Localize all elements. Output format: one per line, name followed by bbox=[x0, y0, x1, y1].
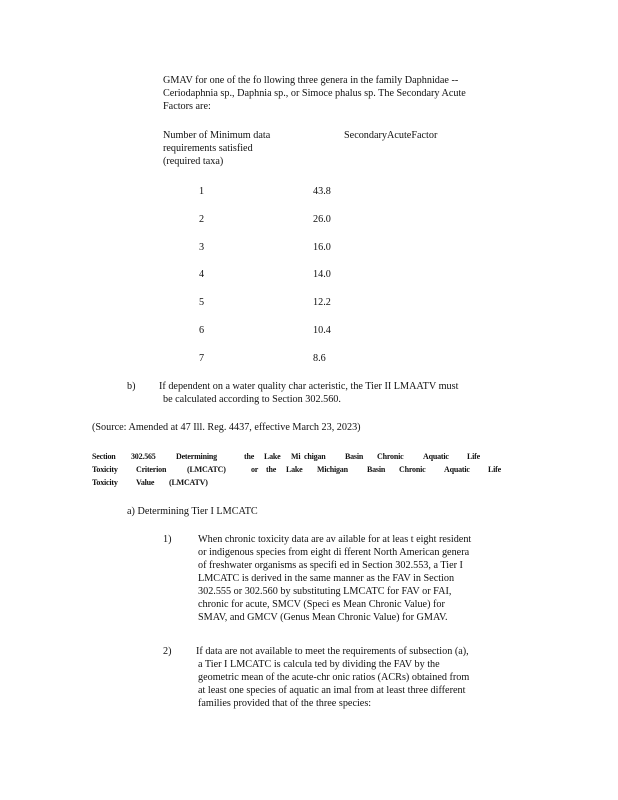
section-heading-word: Lake bbox=[264, 452, 281, 461]
table-cell-number: 3 bbox=[199, 242, 205, 253]
item-2-line: at least one species of aquatic an imal from at least three different bbox=[198, 685, 466, 696]
table-col1-header-line-3: (required taxa) bbox=[163, 156, 224, 167]
section-heading-word: Toxicity bbox=[92, 478, 118, 487]
section-heading-word: Section bbox=[92, 452, 116, 461]
table-cell-factor: 8.6 bbox=[313, 353, 326, 364]
table-cell-number: 2 bbox=[199, 214, 205, 225]
table-cell-number: 4 bbox=[199, 269, 205, 280]
section-heading-word: Determining bbox=[176, 452, 217, 461]
section-heading-word: 302.565 bbox=[131, 452, 156, 461]
section-heading-word: Basin bbox=[367, 465, 386, 474]
table-cell-factor: 43.8 bbox=[313, 186, 331, 197]
table-cell-number: 5 bbox=[199, 297, 205, 308]
item-1-line: or indigenous species from eight di fferent North American genera bbox=[198, 547, 470, 558]
intro-line-1: GMAV for one of the fo llowing three genera in the family Daphnidae -- bbox=[163, 75, 459, 86]
item-1-line: When chronic toxicity data are av ailable for at leas t eight resident bbox=[198, 534, 472, 545]
item-2-label: 2) bbox=[163, 646, 172, 657]
section-heading-word: or bbox=[251, 465, 259, 474]
section-heading-word: the bbox=[244, 452, 255, 461]
source-note: (Source: Amended at 47 Ill. Reg. 4437, effective March 23, 2023) bbox=[92, 422, 361, 433]
table-cell-factor: 12.2 bbox=[313, 297, 331, 308]
item-2-line: families provided that of the three species: bbox=[198, 698, 372, 709]
item-2-line: geometric mean of the acute-chr onic ratios (ACRs) obtained from bbox=[198, 672, 470, 683]
table-cell-factor: 10.4 bbox=[313, 325, 331, 336]
item-1-line: LMCATC is derived in the same manner as the FAV in Section bbox=[198, 573, 455, 584]
section-heading-word: Aquatic bbox=[444, 465, 470, 474]
section-heading-word: Aquatic bbox=[423, 452, 449, 461]
item-1-line: SMAV, and GMCV (Genus Mean Chronic Value) for GMAV. bbox=[198, 612, 448, 623]
table-col1-header-line-2: requirements satisfied bbox=[163, 143, 253, 154]
section-heading-word: Toxicity bbox=[92, 465, 118, 474]
section-heading-word: Value bbox=[136, 478, 155, 487]
section-heading-word: Mi bbox=[291, 452, 301, 461]
subsection-a-heading: a) Determining Tier I LMCATC bbox=[127, 506, 258, 517]
intro-line-3: Factors are: bbox=[163, 101, 211, 112]
section-heading-word: (LMCATV) bbox=[169, 478, 208, 487]
table-cell-factor: 14.0 bbox=[313, 269, 331, 280]
section-heading-word: Criterion bbox=[136, 465, 167, 474]
item-b-line-2: be calculated according to Section 302.560. bbox=[163, 394, 341, 405]
item-1-line: of freshwater organisms as specifi ed in Section 302.553, a Tier I bbox=[198, 560, 463, 571]
item-1-line: 302.555 or 302.560 by substituting LMCATC for FAV or FAI, bbox=[198, 586, 452, 597]
table-cell-factor: 16.0 bbox=[313, 242, 331, 253]
item-2-line: If data are not available to meet the requirements of subsection (a), bbox=[196, 646, 469, 657]
section-heading-word: Life bbox=[467, 452, 480, 461]
section-heading-word: Life bbox=[488, 465, 501, 474]
item-1-line: chronic for acute, SMCV (Speci es Mean Chronic Value) for bbox=[198, 599, 445, 610]
section-heading-word: (LMCATC) bbox=[187, 465, 226, 474]
section-heading-word: Chronic bbox=[399, 465, 426, 474]
item-b-label: b) bbox=[127, 381, 136, 392]
section-heading-word: the bbox=[266, 465, 277, 474]
table-cell-number: 6 bbox=[199, 325, 205, 336]
section-heading-word: chigan bbox=[304, 452, 326, 461]
table-col2-header: SecondaryAcuteFactor bbox=[344, 130, 438, 141]
item-1-label: 1) bbox=[163, 534, 172, 545]
item-2-line: a Tier I LMCATC is calcula ted by dividing the FAV by the bbox=[198, 659, 440, 670]
section-heading-word: Michigan bbox=[317, 465, 348, 474]
section-heading-word: Chronic bbox=[377, 452, 404, 461]
table-col1-header-line-1: Number of Minimum data bbox=[163, 130, 271, 141]
table-cell-number: 7 bbox=[199, 353, 205, 364]
section-heading-word: Lake bbox=[286, 465, 303, 474]
intro-line-2: Ceriodaphnia sp., Daphnia sp., or Simoce phalus sp. The Secondary Acute bbox=[163, 88, 466, 99]
table-cell-number: 1 bbox=[199, 186, 205, 197]
section-heading-word: Basin bbox=[345, 452, 364, 461]
item-b-line-1: If dependent on a water quality char acteristic, the Tier II LMAATV must bbox=[159, 381, 459, 392]
table-cell-factor: 26.0 bbox=[313, 214, 331, 225]
